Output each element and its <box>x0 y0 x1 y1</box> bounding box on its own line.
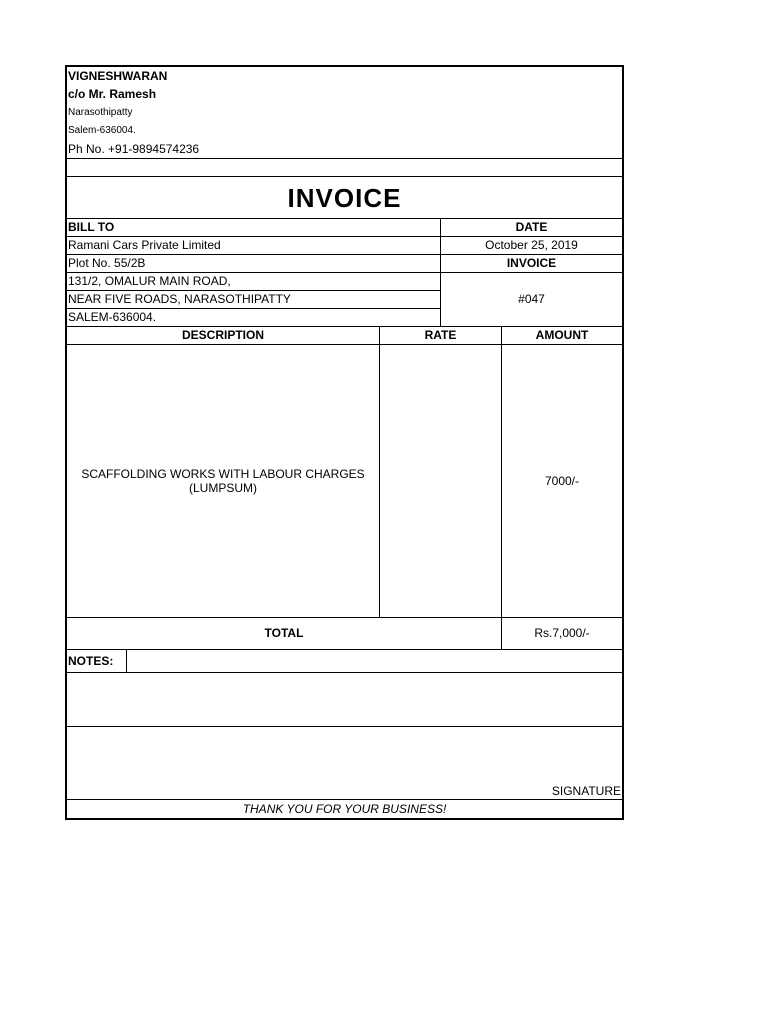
rule <box>67 308 440 309</box>
total-value: Rs.7,000/- <box>534 626 590 640</box>
rule <box>67 236 622 237</box>
thank-you-footer: THANK YOU FOR YOUR BUSINESS! <box>242 802 447 816</box>
sender-phone: Ph No. +91-9894574236 <box>68 142 200 156</box>
rule <box>67 326 622 327</box>
bill-to-line: 131/2, OMALUR MAIN ROAD, <box>68 274 231 288</box>
rule <box>67 617 622 618</box>
rule <box>67 218 622 219</box>
rule <box>67 158 622 159</box>
rule <box>67 344 622 345</box>
invoice-number-value: #047 <box>518 292 545 306</box>
item-description: (LUMPSUM) <box>189 481 257 495</box>
rule <box>67 254 622 255</box>
rule <box>67 290 440 291</box>
bill-to-line: Plot No. 55/2B <box>68 256 146 270</box>
sender-address-line1: Narasothipatty <box>68 107 133 118</box>
rule <box>67 176 622 177</box>
sender-name: VIGNESHWARAN <box>68 69 168 83</box>
date-value: October 25, 2019 <box>485 238 578 252</box>
invoice-number-label: INVOICE <box>506 256 557 270</box>
rule <box>67 726 622 727</box>
rule <box>379 326 380 617</box>
bill-to-line: Ramani Cars Private Limited <box>68 238 221 252</box>
rule <box>440 218 441 326</box>
total-label: TOTAL <box>264 626 304 640</box>
rule <box>67 672 622 673</box>
rule <box>67 799 622 800</box>
date-label: DATE <box>515 220 548 234</box>
sender-address-line2: Salem-636004. <box>68 125 136 136</box>
item-amount: 7000/- <box>544 474 580 488</box>
invoice-document <box>65 65 624 820</box>
rate-header: RATE <box>424 328 457 342</box>
rule <box>67 649 622 650</box>
rule <box>67 272 440 273</box>
item-description: SCAFFOLDING WORKS WITH LABOUR CHARGES <box>81 467 365 481</box>
rule <box>440 272 622 273</box>
bill-to-line: SALEM-636004. <box>68 310 157 324</box>
rule <box>126 649 127 672</box>
bill-to-label: BILL TO <box>68 220 115 234</box>
invoice-title: INVOICE <box>287 183 402 213</box>
amount-header: AMOUNT <box>535 328 589 342</box>
notes-label: NOTES: <box>68 654 114 668</box>
sender-care-of: c/o Mr. Ramesh <box>68 87 157 101</box>
description-header: DESCRIPTION <box>181 328 264 342</box>
bill-to-line: NEAR FIVE ROADS, NARASOTHIPATTY <box>68 292 291 306</box>
signature-label: SIGNATURE <box>551 784 621 798</box>
